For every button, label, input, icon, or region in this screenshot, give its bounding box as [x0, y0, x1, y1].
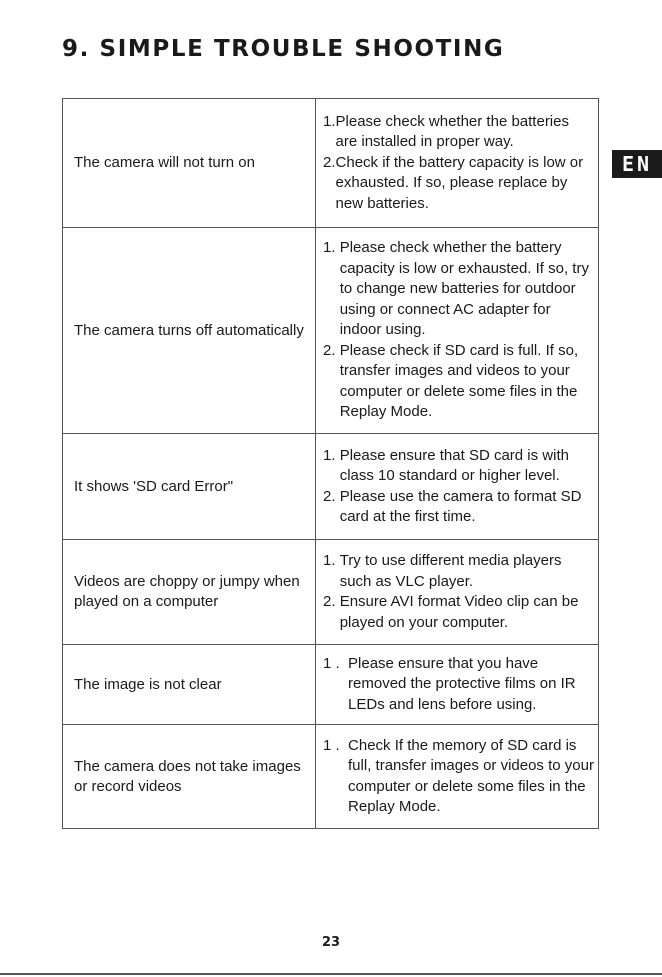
table-row [63, 540, 599, 645]
page-number: 23 [321, 935, 341, 950]
solution-step [323, 736, 594, 818]
step-number: 2. [323, 593, 340, 610]
step-number: 2. [323, 487, 340, 505]
problem-cell: Videos are choppy or jumpy when played on a computer [63, 540, 316, 645]
step-number: 2. [323, 153, 336, 171]
table-row [63, 434, 599, 540]
step-number: 1. [323, 239, 340, 257]
step-number: 1. [323, 552, 340, 569]
step-text: Please check whether the battery capacity is low or exhausted. If so, try to change new batteries for outdoor using or connect AC adapter for indoor using. [339, 239, 589, 339]
step-number: 1 . [323, 736, 349, 754]
page-title: 9. SIMPLE TROUBLE SHOOTING [62, 36, 505, 62]
step-text: Please check if SD card is full. If so, transfer images and videos to your computer or delete some files in the Replay Mode. [339, 341, 579, 421]
solution-cell [316, 228, 599, 434]
solution-step [323, 487, 594, 528]
solution-step [323, 446, 594, 487]
step-text: Check if the battery capacity is low or exhausted. If so, please replace by new batteries. [335, 153, 584, 212]
solution-cell [316, 99, 599, 228]
step-text: Try to use different media players such as VLC player. [339, 552, 562, 590]
step-number: 1 . [323, 654, 349, 672]
language-tab: EN [612, 150, 662, 178]
problem-cell: The image is not clear [63, 645, 316, 725]
problem-cell: It shows 'SD card Error" [63, 434, 316, 540]
solution-step [323, 238, 594, 341]
solution-cell [316, 645, 599, 725]
solution-step [323, 551, 594, 592]
problem-cell: The camera does not take images or record videos [63, 725, 316, 829]
step-text: Please ensure that you have removed the protective films on IR LEDs and lens before using. [348, 654, 576, 713]
solution-step [323, 654, 594, 716]
step-number: 1. [323, 446, 340, 464]
solution-step [323, 112, 594, 153]
solution-step [323, 341, 594, 423]
solution-cell [316, 434, 599, 540]
solution-cell [316, 725, 599, 829]
bottom-rule [0, 973, 662, 975]
table-row [63, 645, 599, 725]
step-text: Please use the camera to format SD card at the first time. [339, 487, 582, 525]
step-number: 2. [323, 341, 340, 359]
solution-cell [316, 540, 599, 645]
table-row [63, 725, 599, 829]
table-row [63, 99, 599, 228]
problem-cell: The camera turns off automatically [63, 228, 316, 434]
step-text: Check If the memory of SD card is full, transfer images or videos to your computer or delete some files in the Replay Mode. [348, 736, 594, 815]
step-text: Please check whether the batteries are installed in proper way. [335, 112, 569, 151]
solution-step [323, 592, 594, 633]
table-row [63, 228, 599, 434]
step-text: Ensure AVI format Video clip can be played on your computer. [339, 593, 579, 631]
troubleshooting-table [62, 98, 599, 829]
step-text: Please ensure that SD card is with class 10 standard or higher level. [339, 446, 569, 484]
step-number: 1. [323, 112, 336, 130]
solution-step [323, 153, 594, 215]
problem-cell: The camera will not turn on [63, 99, 316, 228]
